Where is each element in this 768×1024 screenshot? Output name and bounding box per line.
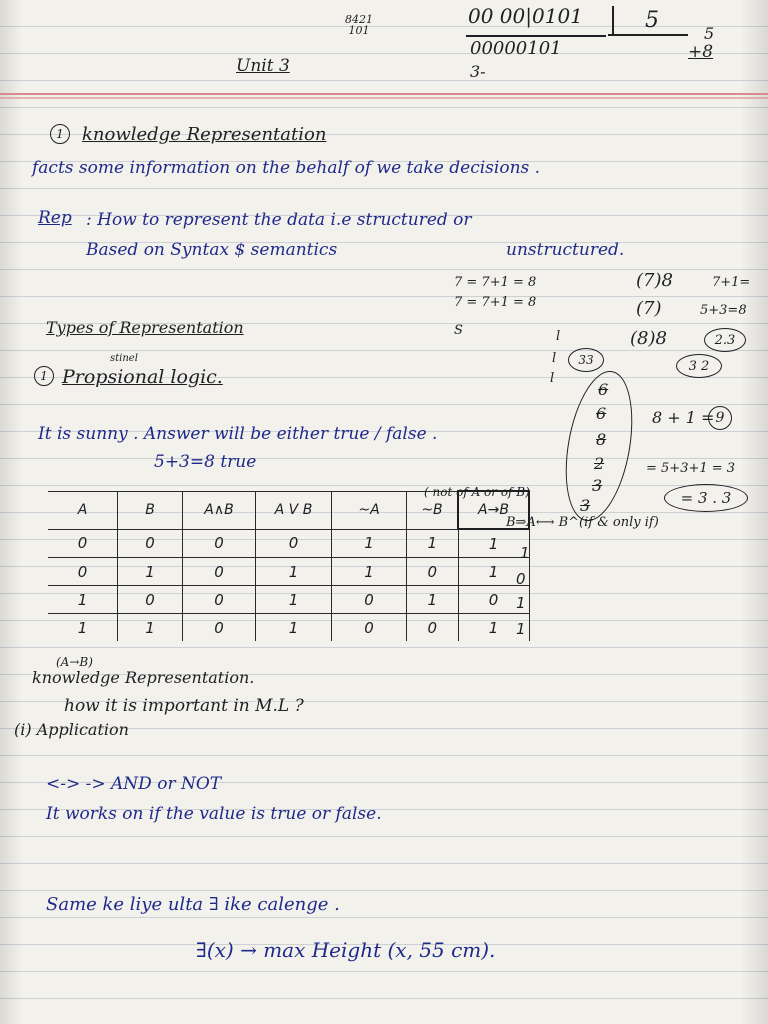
oval-digit-2: 6 <box>596 404 607 423</box>
table-cell: 1 <box>256 558 332 586</box>
sum-mid: 5 <box>704 24 715 43</box>
column-header-and: A∧B <box>183 491 256 529</box>
table-row <box>48 529 529 558</box>
oval-digit-5: 3 <box>592 476 603 495</box>
side-paren-2b: 5+3=8 <box>700 303 747 318</box>
table-cell: 0 <box>118 586 183 614</box>
section-2-superscript: stinel <box>110 353 138 364</box>
rep-label: Rep <box>38 208 72 228</box>
sunny-equation: 5+3=8 true <box>154 452 257 472</box>
table-row <box>48 614 529 642</box>
side-paren-2: (7) <box>636 298 662 319</box>
rep-line-2b: unstructured. <box>506 240 625 260</box>
table-cell: 1 <box>48 586 118 614</box>
oval-digit-4: 2 <box>594 454 605 473</box>
table-cell: 1 <box>458 558 529 586</box>
rep-line-2: Based on Syntax $ semantics <box>86 240 338 260</box>
table-cell: 0 <box>458 586 529 614</box>
table-cell: 0 <box>332 586 407 614</box>
circled-3-2: 3 2 <box>676 354 722 378</box>
binary-third: 3- <box>470 62 486 81</box>
sum-top-rule <box>608 34 688 36</box>
circled-3-3: = 3 . 3 <box>664 484 748 512</box>
section-2-heading: Propsional logic. <box>62 366 223 388</box>
table-cell: 1 <box>332 558 407 586</box>
operators-line: <-> -> AND or NOT <box>46 774 222 794</box>
table-cell: 0 <box>332 614 407 642</box>
table-cell: 0 <box>118 529 183 558</box>
sum-top: 5 <box>645 8 659 33</box>
same-line: Same ke liye ulta ∃ ike calenge . <box>46 894 340 915</box>
extra-col-1: 1 <box>520 544 530 562</box>
section-1-number: 1 <box>50 124 70 144</box>
side-paren-1: (7)8 <box>636 270 673 291</box>
page-title: Unit 3 <box>236 56 290 76</box>
ke-superscript: (A→B) <box>56 655 93 669</box>
table-cell: 0 <box>183 614 256 642</box>
table-cell: 1 <box>256 614 332 642</box>
side-paren-3: (8)8 <box>630 328 667 349</box>
table-cell: 1 <box>118 558 183 586</box>
column-header-b: B <box>118 491 183 529</box>
table-row <box>48 586 529 614</box>
sum-bottom: +8 <box>688 42 714 62</box>
top-margin-line <box>0 93 768 95</box>
rep-line-1: : How to represent the data i.e structured or <box>86 210 472 230</box>
oval-digit-1: 6 <box>598 380 609 399</box>
binary-second: 00000101 <box>470 38 562 59</box>
top-margin-line-2 <box>0 97 768 99</box>
sum-equation: = 5+3+1 = 3 <box>646 461 736 476</box>
oval-digit-3: 8 <box>596 430 607 449</box>
column-header-not-b: ~B <box>407 491 459 529</box>
side-eq-1: 7 = 7+1 = 8 <box>454 275 537 290</box>
binary-bar <box>612 6 614 36</box>
extra-col-4: 1 <box>516 620 526 638</box>
ke-line: knowledge Representation. <box>32 668 255 687</box>
table-cell: 1 <box>118 614 183 642</box>
section-2-number: 1 <box>34 366 54 386</box>
works-line: It works on if the value is true or false. <box>46 804 382 824</box>
table-cell: 1 <box>48 614 118 642</box>
circled-33: 33 <box>568 348 604 372</box>
binary-rule <box>466 35 606 37</box>
side-paren-1b: 7+1= <box>712 275 751 290</box>
truth-table-header-row <box>48 491 529 529</box>
oval-digit-6: 3 <box>580 496 591 515</box>
table-cell: 1 <box>458 614 529 642</box>
section-1-heading: knowledge Representation <box>82 124 327 145</box>
truth-table <box>48 490 530 641</box>
how-line: how it is important in M.L ? <box>64 696 304 716</box>
sunny-line: It is sunny . Answer will be either true / false . <box>38 424 438 444</box>
after-table-note: B⇒A⟷ B^(if & only if) <box>506 515 659 530</box>
column-header-not-a: ~A <box>332 491 407 529</box>
circled-9: 9 <box>708 406 732 430</box>
table-cell: 0 <box>48 558 118 586</box>
table-cell: 0 <box>407 614 459 642</box>
table-cell: 1 <box>407 586 459 614</box>
binary-top: 00 00|0101 <box>468 4 583 28</box>
scratch-numbers: 8421 101 <box>345 13 373 37</box>
extra-col-2: 0 <box>516 570 526 588</box>
column-header-implies: A→B <box>458 491 529 529</box>
table-cell: 0 <box>183 529 256 558</box>
vertical-bar-1: l <box>556 329 561 344</box>
table-cell: 1 <box>332 529 407 558</box>
table-cell: 0 <box>183 558 256 586</box>
extra-col-3: 1 <box>516 594 526 612</box>
table-cell: 0 <box>183 586 256 614</box>
column-header-a: A <box>48 491 118 529</box>
table-cell: 0 <box>407 558 459 586</box>
side-eq-3: S <box>454 323 463 338</box>
table-cell: 1 <box>256 586 332 614</box>
exists-line: ∃(x) → max Height (x, 55 cm). <box>196 938 496 962</box>
table-row <box>48 558 529 586</box>
column-header-or: A V B <box>256 491 332 529</box>
note-above-table: ( not of A or of B) <box>424 485 530 499</box>
vertical-bar-2: l <box>552 351 557 366</box>
section-1-line: facts some information on the behalf of we take decisions . <box>32 158 541 178</box>
eight-plus-one: 8 + 1 = <box>652 408 715 427</box>
table-cell: 1 <box>458 529 529 558</box>
application-line: (i) Application <box>14 720 129 739</box>
types-heading: Types of Representation <box>46 318 244 337</box>
side-eq-2: 7 = 7+1 = 8 <box>454 295 537 310</box>
table-cell: 1 <box>407 529 459 558</box>
circled-2-3: 2.3 <box>704 328 746 352</box>
table-cell: 0 <box>48 529 118 558</box>
vertical-bar-3: l <box>550 371 555 386</box>
table-cell: 0 <box>256 529 332 558</box>
